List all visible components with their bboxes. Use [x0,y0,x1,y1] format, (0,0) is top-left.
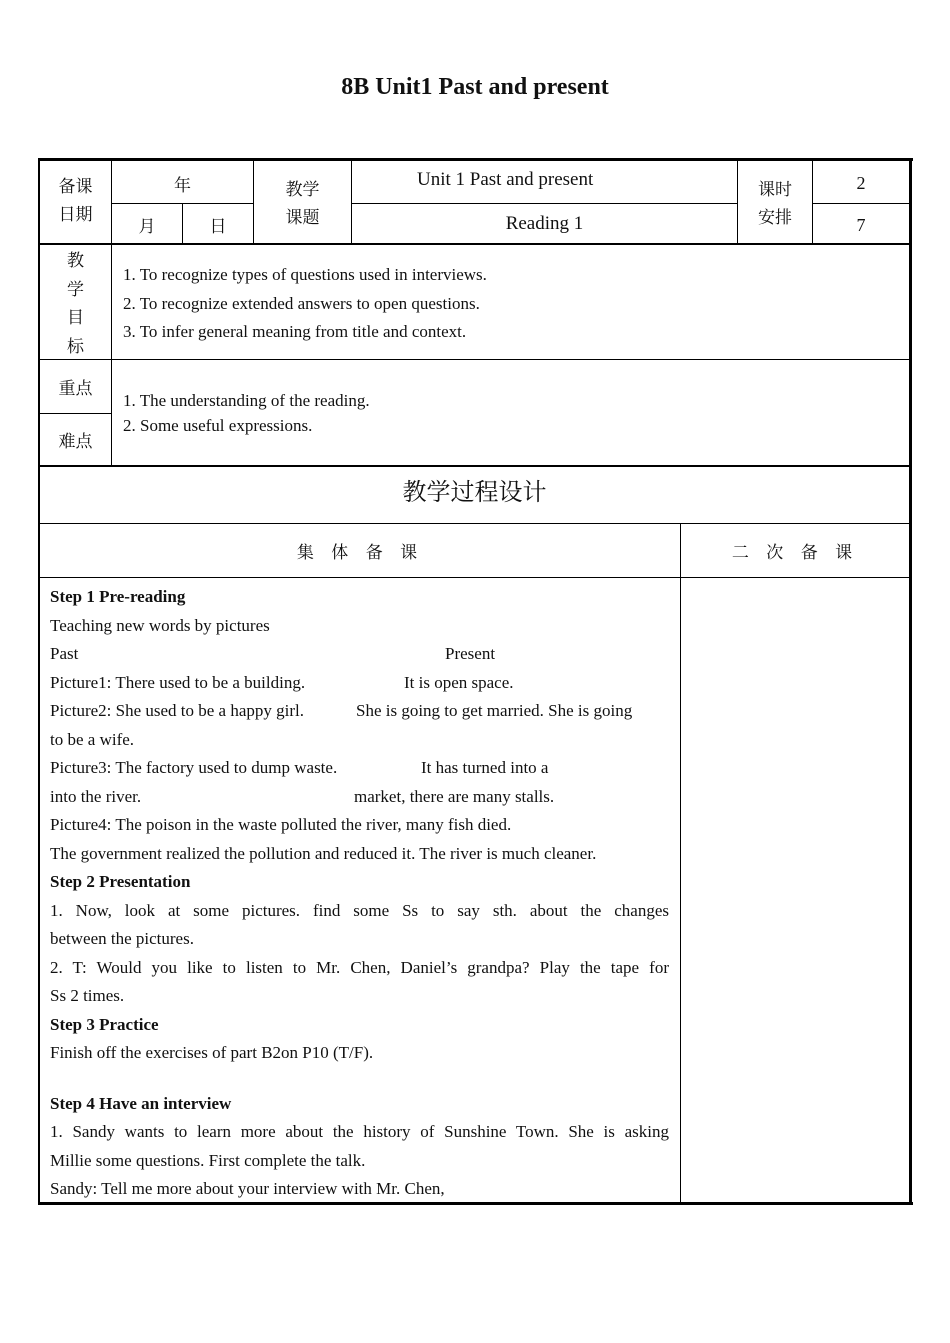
step-text: 2. T: Would you like to listen to Mr. Chen, Daniel’s grandpa? Play the tape for [50,957,669,977]
period-value-top: 2 [856,172,866,193]
unit-title: Unit 1 Past and present [417,169,594,190]
step-text: Ss 2 times. [50,986,125,1005]
objectives-list [123,261,903,347]
period-value-bottom: 7 [856,214,866,235]
key-point-item: 2. Some useful expressions. [123,416,313,435]
step-text: between the pictures. [50,929,194,948]
group-prep-header: 集 体 备 课 [296,543,424,563]
day-label: 日 [209,216,227,237]
objective-item: 2. To recognize extended answers to open questions. [123,293,480,313]
lesson-title: Reading 1 [505,213,584,234]
key-focus-label: 重点 [58,378,93,399]
step-text: 1. Sandy wants to learn more about the history of Sunshine Town. She is asking [50,1122,669,1141]
teaching-steps [50,583,669,1204]
step-text: Picture4: The poison in the waste polluted the river, many fish died. [50,815,512,834]
step-text: Sandy: Tell me more about your interview with Mr. Chen, [50,1179,445,1198]
lesson-topic-label: 教学 课题 [285,180,320,228]
table-border-top [38,158,913,161]
step-heading: Step 1 Pre-reading [50,587,186,606]
year-label: 年 [174,175,191,196]
process-title: 教学过程设计 [402,477,547,506]
prep-date-label: 备课 日期 [58,177,93,225]
step-text: The government realized the pollution and reduced it. The river is much cleaner. [50,843,597,863]
step-heading: Step 2 Presentation [50,872,191,891]
step-text: Teaching new words by pictures [50,615,270,635]
objectives-label: 教 学 目 标 [67,251,84,357]
picture-row: Picture3: The factory used to dump waste. It has turned into a [50,758,549,777]
objective-item: 1. To recognize types of questions used in interviews. [123,265,487,284]
step-heading: Step 4 Have an interview [50,1093,232,1113]
picture-row: Picture1: There used to be a building. It is open space. [50,672,514,692]
step-heading: Step 3 Practice [50,1014,159,1034]
step-text: to be a wife. [50,729,135,749]
second-prep-header: 二 次 备 课 [731,543,859,563]
picture-row: Picture2: She used to be a happy girl. She is going to get married. She is going [50,701,633,720]
step-text: Millie some questions. First complete the talk. [50,1150,366,1170]
period-label: 课时 安排 [758,180,792,228]
step-text: Finish off the exercises of part B2on P10 (T/F). [50,1043,374,1062]
second-prep-notes[interactable] [681,578,909,1202]
difficulty-label: 难点 [58,431,93,452]
objective-item: 3. To infer general meaning from title and context. [123,322,467,341]
table-border-right [909,158,912,1205]
step-text: 1. Now, look at some pictures. find some Ss to say sth. about the changes [50,900,669,920]
present-label: Present [445,644,496,663]
document-title: 8B Unit1 Past and present [341,74,609,100]
key-points-list [123,388,903,438]
picture-row: into the river. market, there are many stalls. [50,786,555,806]
past-present-row [50,640,669,669]
key-point-item: 1. The understanding of the reading. [123,391,370,410]
past-label: Past [50,644,79,663]
month-label: 月 [138,216,156,237]
